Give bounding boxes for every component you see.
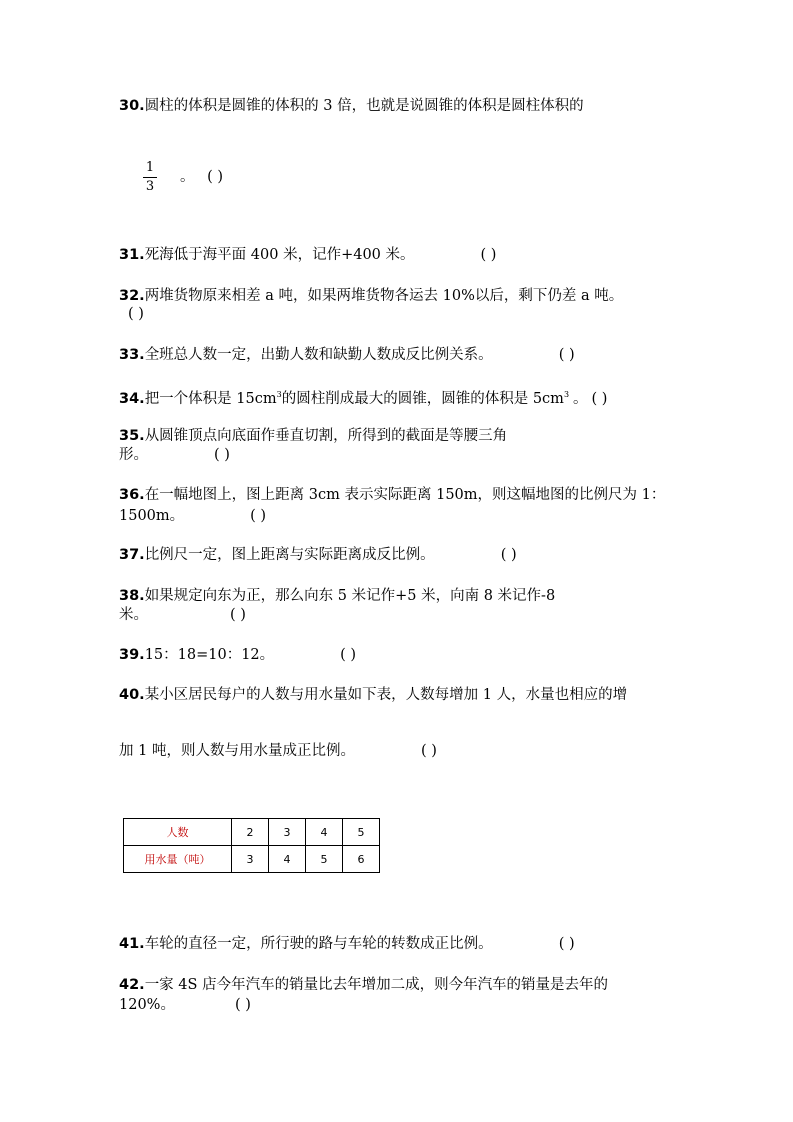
table-cell: 3 — [232, 846, 269, 873]
question-text: 死海低于海平面 400 米，记作+400 米。 — [144, 247, 415, 263]
question-text: 。 — [180, 169, 195, 185]
answer-bracket[interactable]: ( ) — [480, 247, 497, 263]
question-text: 把一个体积是 15cm — [144, 391, 277, 407]
question-text: 如果规定向东为正，那么向东 5 米记作+5 米，向南 8 米记作-8 — [144, 588, 556, 604]
table-cell: 2 — [232, 819, 269, 846]
question-text: 一家 4S 店今年汽车的销量比去年增加二成，则今年汽车的销量是去年的 — [144, 977, 609, 993]
question-30 — [119, 96, 584, 116]
row-header: 用水量（吨） — [124, 846, 232, 873]
table-cell: 3 — [269, 819, 306, 846]
answer-bracket[interactable]: ( ) — [128, 306, 144, 322]
question-text: 某小区居民每户的人数与用水量如下表，人数每增加 1 人，水量也相应的增 — [144, 687, 628, 703]
question-text: 米。 — [119, 607, 148, 623]
question-34 — [119, 385, 607, 409]
question-text: 加 1 吨，则人数与用水量成正比例。 — [119, 743, 355, 759]
question-32 — [119, 286, 623, 306]
question-number: 42. — [119, 977, 145, 993]
question-31 — [119, 245, 496, 265]
question-number: 36. — [119, 487, 145, 503]
answer-bracket[interactable]: ( ) — [250, 508, 267, 524]
table-row — [124, 819, 380, 846]
answer-bracket[interactable]: ( ) — [340, 647, 357, 663]
question-30-tail — [180, 167, 223, 187]
question-text: 120%。 — [119, 997, 175, 1013]
question-text: 车轮的直径一定，所行驶的路与车轮的转数成正比例。 — [144, 936, 493, 952]
question-number: 31. — [119, 247, 145, 263]
question-39 — [119, 645, 356, 665]
question-33 — [119, 345, 575, 365]
question-number: 37. — [119, 547, 145, 563]
table-cell: 4 — [269, 846, 306, 873]
question-40 — [119, 685, 627, 705]
question-text: 15：18=10：12。 — [144, 647, 275, 663]
question-41 — [119, 934, 575, 954]
question-38 — [119, 586, 555, 606]
fraction-denominator: 3 — [145, 179, 155, 194]
table-cell: 6 — [343, 846, 380, 873]
question-number: 34. — [119, 391, 145, 407]
question-number: 35. — [119, 428, 145, 444]
question-35-cont — [119, 445, 230, 465]
fraction-numerator: 1 — [145, 160, 155, 175]
question-40-cont — [119, 741, 437, 761]
table-cell: 5 — [306, 846, 343, 873]
question-text: 两堆货物原来相差 a 吨，如果两堆货物各运去 10%以后，剩下仍差 a 吨。 — [144, 288, 624, 304]
question-number: 40. — [119, 687, 145, 703]
superscript-cube: 3 — [276, 390, 282, 399]
question-37 — [119, 545, 517, 565]
question-text: 形。 — [119, 447, 148, 463]
water-usage-table — [123, 818, 380, 873]
row-header: 人数 — [124, 819, 232, 846]
question-38-cont — [119, 605, 246, 625]
question-number: 32. — [119, 288, 145, 304]
fraction-bar — [143, 177, 157, 178]
fraction-one-third — [143, 160, 157, 195]
answer-bracket[interactable]: ( ) — [234, 997, 251, 1013]
question-number: 39. — [119, 647, 145, 663]
table-cell: 5 — [343, 819, 380, 846]
question-number: 30. — [119, 98, 145, 114]
question-32-bracket-line — [128, 304, 144, 324]
answer-bracket[interactable]: ( ) — [591, 391, 608, 407]
question-text: 圆柱的体积是圆锥的体积的 3 倍，也就是说圆锥的体积是圆柱体积的 — [144, 98, 584, 114]
table-cell: 4 — [306, 819, 343, 846]
question-text: 的圆柱削成最大的圆锥，圆锥的体积是 5cm — [281, 391, 564, 407]
question-text: 在一幅地图上，图上距离 3cm 表示实际距离 150m，则这幅地图的比例尺为 1： — [144, 487, 666, 503]
answer-bracket[interactable]: ( ) — [500, 547, 517, 563]
answer-bracket[interactable]: ( ) — [420, 743, 437, 759]
answer-bracket[interactable]: ( ) — [230, 607, 246, 623]
question-text: 从圆锥顶点向底面作垂直切割，所得到的截面是等腰三角 — [144, 428, 508, 444]
question-number: 33. — [119, 347, 145, 363]
question-text: 比例尺一定，图上距离与实际距离成反比例。 — [144, 547, 435, 563]
question-text: 全班总人数一定，出勤人数和缺勤人数成反比例关系。 — [144, 347, 493, 363]
answer-bracket[interactable]: ( ) — [558, 936, 575, 952]
superscript-cube: 3 — [563, 390, 570, 399]
question-text: 1500m。 — [119, 508, 185, 524]
question-text: 。 — [573, 391, 588, 407]
question-36 — [119, 485, 665, 505]
answer-bracket[interactable]: ( ) — [214, 447, 230, 463]
question-42 — [119, 975, 608, 995]
question-number: 41. — [119, 936, 145, 952]
question-35 — [119, 426, 507, 446]
answer-bracket[interactable]: ( ) — [558, 347, 575, 363]
question-number: 38. — [119, 588, 145, 604]
question-36-cont — [119, 506, 266, 526]
answer-bracket[interactable]: ( ) — [207, 169, 224, 185]
question-42-cont — [119, 995, 251, 1015]
table-row — [124, 846, 380, 873]
